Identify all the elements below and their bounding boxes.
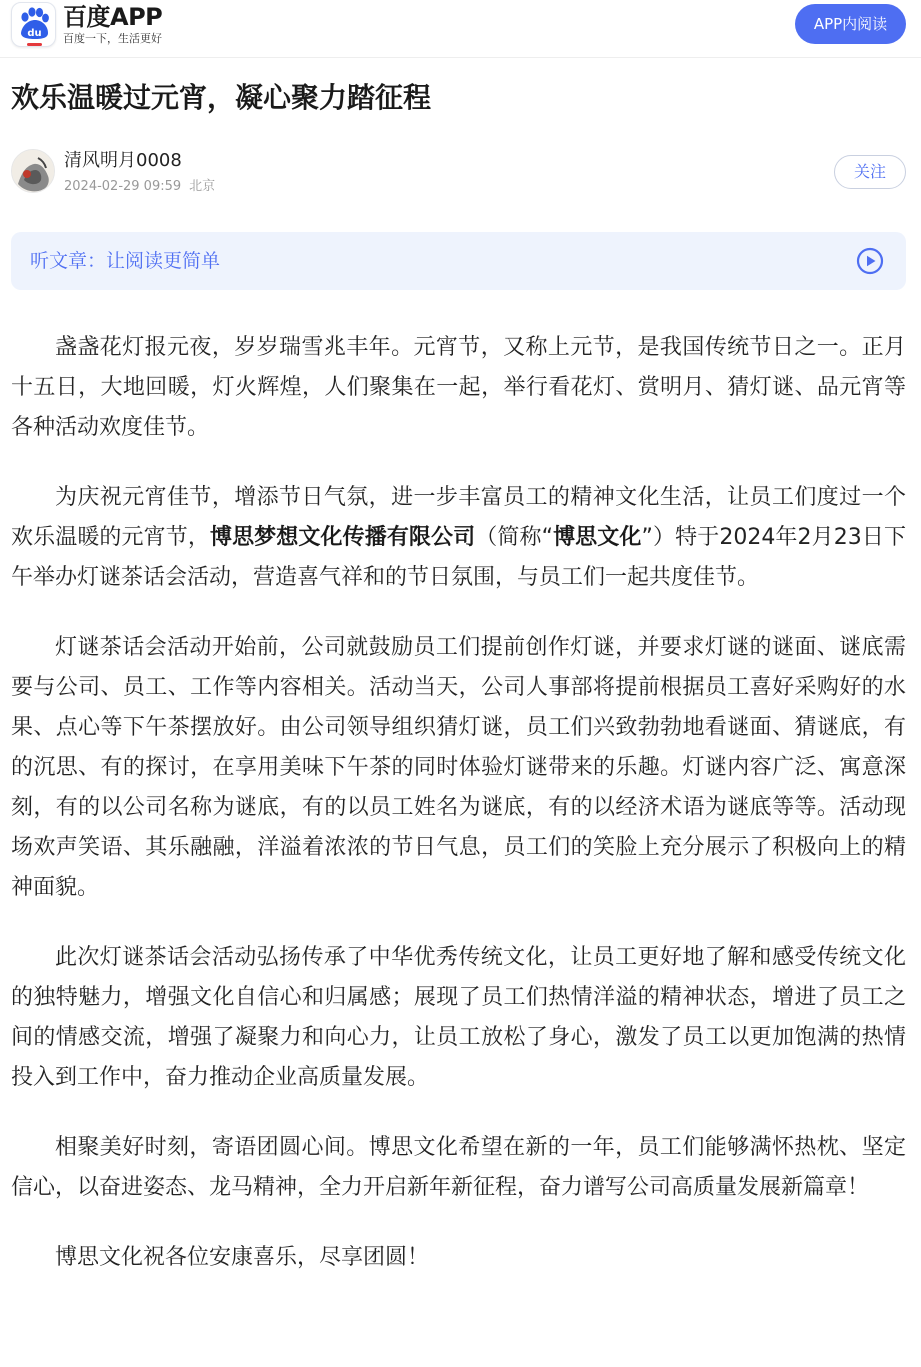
company-short-name: 博思文化 [552,525,642,550]
publish-location: 北京 [189,179,216,194]
article-paragraph: 为庆祝元宵佳节，增添节日气氛，进一步丰富员工的精神文化生活，让员工们度过一个欢乐温暖的元宵节，博思梦想文化传播有限公司（简称“博思文化”）特于2024年2月23日下午举办灯谜茶话会活动，营造喜气祥和的节日氛围，与员工们一起共度佳节。 [11,485,906,590]
article-paragraph: 灯谜茶话会活动开始前，公司就鼓励员工们提前创作灯谜，并要求灯谜的谜面、谜底需要与公司、员工、工作等内容相关。活动当天，公司人事部将提前根据员工喜好采购好的水果、点心等下午茶摆放好。由公司领导组织猜灯谜，员工们兴致勃勃地看谜面、猜谜底，有的沉思、有的探讨，在享用美味下午茶的同时体验灯谜带来的乐趣。灯谜内容广泛、寓意深刻，有的以公司名称为谜底，有的以员工姓名为谜底，有的以经济术语为谜底等等。活动现场欢声笑语、其乐融融，洋溢着浓浓的节日气息，员工们的笑脸上充分展示了积极向上的精神面貌。 [11,635,906,900]
play-circle-icon[interactable] [856,247,884,275]
article-meta [64,178,215,196]
article-paragraph: 相聚美好时刻，寄语团圆心间。博思文化希望在新的一年，员工们能够满怀热枕、坚定信心，以奋进姿态、龙马精神，全力开启新年新征程，奋力谱写公司高质量发展新篇章！ [11,1135,906,1200]
article-title: 欢乐温暖过元宵，凝心聚力踏征程 [11,81,432,114]
listen-article-label: 听文章：让阅读更简单 [30,250,221,272]
company-name: 博思梦想文化传播有限公司 [209,525,476,550]
author-avatar[interactable] [11,149,55,193]
article-body [11,328,906,1308]
article-paragraph: 盏盏花灯报元夜，岁岁瑞雪兆丰年。元宵节，又称上元节，是我国传统节日之一。正月十五日，大地回暖，灯火辉煌，人们聚集在一起，举行看花灯、赏明月、猜灯谜、品元宵等各种活动欢度佳节。 [11,335,906,440]
brand [63,3,162,46]
open-in-app-button[interactable]: APP内阅读 [795,4,906,44]
listen-article-bar[interactable] [11,232,906,290]
article-paragraph: 此次灯谜茶话会活动弘扬传承了中华优秀传统文化，让员工更好地了解和感受传统文化的独特魅力，增强文化自信心和归属感；展现了员工们热情洋溢的精神状态，增进了员工之间的情感交流，增强了凝聚力和向心力，让员工放松了身心，激发了员工以更加饱满的热情投入到工作中，奋力推动企业高质量发展。 [11,945,906,1090]
follow-button[interactable]: 关注 [834,155,906,189]
brand-name: 百度APP [63,3,163,31]
article-paragraph: 博思文化祝各位安康喜乐，尽享团圆！ [55,1245,430,1270]
brand-slogan: 百度一下，生活更好 [63,32,162,45]
top-bar [0,0,921,58]
author-name[interactable]: 清风明月0008 [64,150,182,171]
svg-text:du: du [27,28,42,39]
publish-date: 2024-02-29 09:59 [64,179,182,194]
baidu-logo-icon[interactable] [11,2,56,47]
